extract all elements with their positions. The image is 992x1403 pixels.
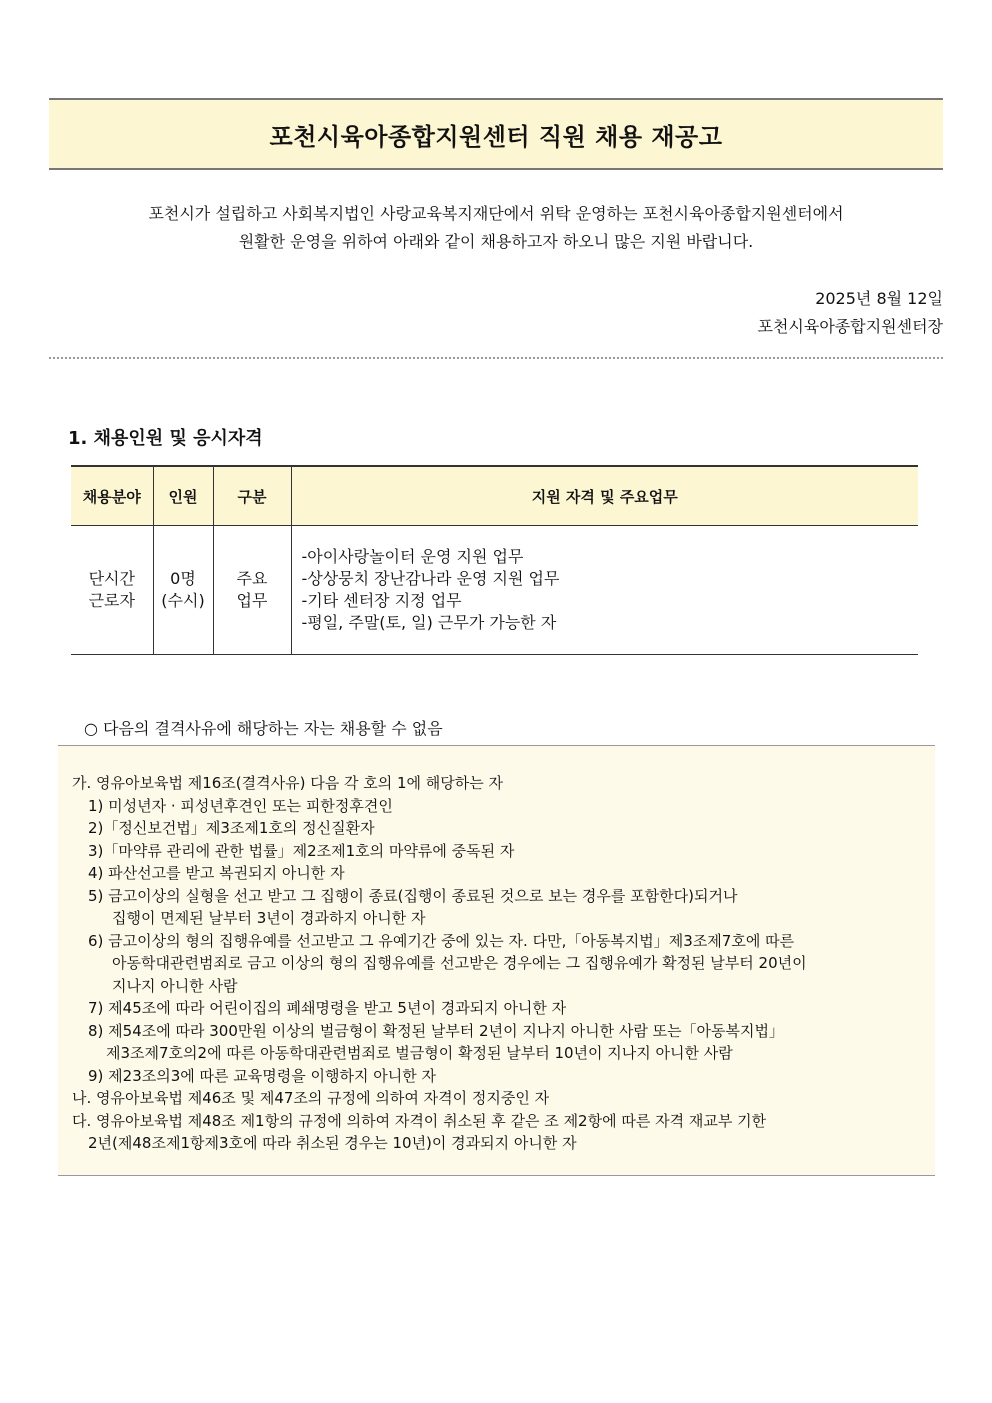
table-header-row: [71, 466, 918, 526]
list-item: 9) 제23조의3에 따른 교육명령을 이행하지 아니한 자: [88, 1066, 436, 1085]
list-item: 아동학대관련범죄로 금고 이상의 형의 집행유예를 선고받은 경우에는 그 집행유예가 확정된 날부터 20년이: [112, 954, 807, 972]
table-header: 인원: [153, 466, 213, 526]
list-item: 1) 미성년자 · 피성년후견인 또는 피한정후견인: [88, 796, 393, 815]
table-header: 채용분야: [71, 466, 153, 526]
page-title: 포천시육아종합지원센터 직원 채용 재공고: [269, 122, 723, 151]
list-item: 5) 금고이상의 실형을 선고 받고 그 집행이 종료(집행이 종료된 것으로 보는 경우를 포함한다)되거나: [88, 886, 738, 905]
table-header: 지원 자격 및 주요업무: [291, 466, 918, 526]
duty-item: -상상뭉치 장난감나라 운영 지원 업무: [301, 569, 560, 588]
duty-item: -기타 센터장 지정 업무: [301, 591, 462, 610]
list-item: 나. 영유아보육법 제46조 및 제47조의 규정에 의하여 자격이 정지중인 자: [72, 1089, 550, 1107]
duty-item: -평일, 주말(토, 일) 근무가 가능한 자: [301, 613, 557, 632]
list-item: 4) 파산선고를 받고 복권되지 아니한 자: [88, 864, 345, 882]
title-banner: [49, 98, 943, 170]
cell-text: 주요: [236, 569, 268, 588]
category-cell: [213, 526, 291, 655]
list-item: 지나지 아니한 사람: [112, 976, 238, 995]
cell-text: (수시): [161, 591, 205, 610]
cell-text: 단시간: [88, 569, 135, 588]
list-item: 집행이 면제된 날부터 3년이 경과하지 아니한 자: [112, 909, 426, 927]
duties-cell: [291, 526, 918, 655]
announcement-date: 2025년 8월 12일: [815, 289, 943, 308]
issuing-organization: 포천시육아종합지원센터장: [757, 317, 943, 336]
list-item: 2)「정신보건법」제3조제1호의 정신질환자: [88, 819, 375, 837]
cell-text: 업무: [236, 591, 268, 610]
intro-line: 포천시가 설립하고 사회복지법인 사랑교육복지재단에서 위탁 운영하는 포천시육아종합지원센터에서: [148, 204, 844, 223]
headcount-cell: [153, 526, 213, 655]
list-item: 다. 영유아보육법 제48조 제1항의 규정에 의하여 자격이 취소된 후 같은 조 제2항에 따른 자격 재교부 기한: [72, 1111, 767, 1130]
disqualification-box: [58, 745, 935, 1176]
cell-text: 근로자: [88, 591, 135, 610]
disqualification-heading: ○ 다음의 결격사유에 해당하는 자는 채용할 수 없음: [84, 719, 443, 738]
list-item: 3)「마약류 관리에 관한 법률」제2조제1호의 마약류에 중독된 자: [88, 841, 515, 860]
recruit-field-cell: [71, 526, 153, 655]
recruitment-table: [71, 465, 918, 655]
table-row: [71, 526, 918, 655]
list-item: 8) 제54조에 따라 300만원 이상의 벌금형이 확정된 날부터 2년이 지나지 아니한 사람 또는「아동복지법」: [88, 1021, 785, 1040]
list-item: 2년(제48조제1항제3호에 따라 취소된 경우는 10년)이 경과되지 아니한 자: [88, 1134, 577, 1152]
duty-item: -아이사랑놀이터 운영 지원 업무: [301, 547, 524, 566]
dotted-divider: [49, 357, 943, 359]
cell-text: 0명: [170, 569, 196, 588]
intro-paragraph: [49, 200, 943, 256]
section-title: 1. 채용인원 및 응시자격: [68, 428, 263, 449]
list-item: 제3조제7호의2에 따른 아동학대관련범죄로 벌금형이 확정된 날부터 10년이 지나지 아니한 사람: [106, 1044, 733, 1062]
list-item: 6) 금고이상의 형의 집행유예를 선고받고 그 유예기간 중에 있는 자. 다만,「아동복지법」제3조제7호에 따른: [88, 931, 795, 950]
intro-line: 원활한 운영을 위하여 아래와 같이 채용하고자 하오니 많은 지원 바랍니다.: [238, 232, 754, 251]
list-item: 가. 영유아보육법 제16조(결격사유) 다음 각 호의 1에 해당하는 자: [72, 774, 504, 792]
list-item: 7) 제45조에 따라 어린이집의 폐쇄명령을 받고 5년이 경과되지 아니한 자: [88, 999, 567, 1017]
table-header: 구분: [213, 466, 291, 526]
